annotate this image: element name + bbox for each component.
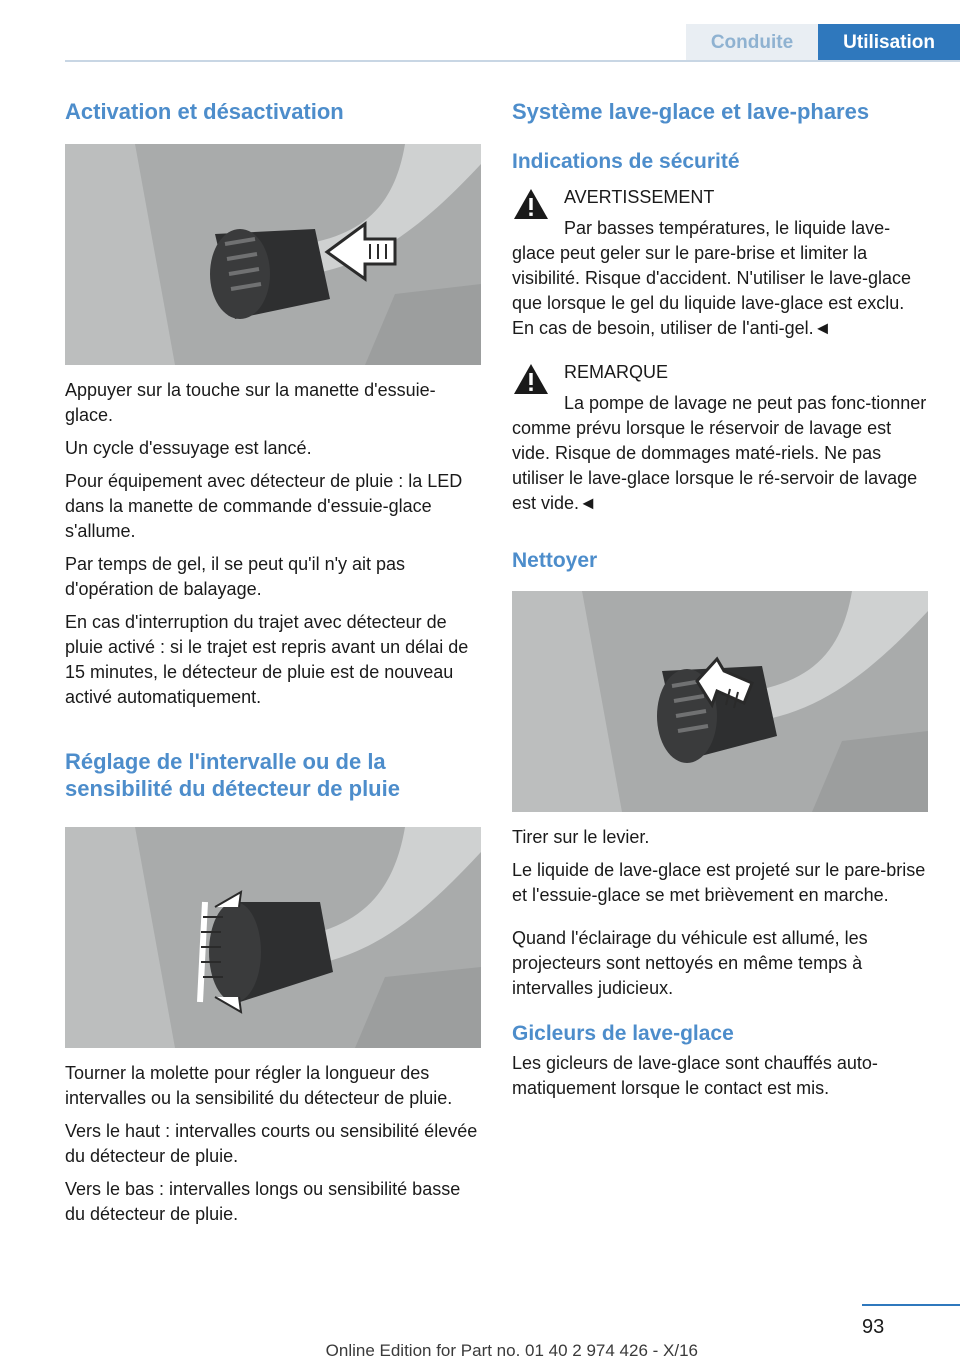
warning-text: Par basses températures, le liquide lave-glace peut geler sur le pare-brise et limiter la visibilité. Risque d'accident. N'utiliser le lave-glace que lorsque le gel du liquide lave-glace est exclu. En cas de besoin, utiliser de l'anti-gel.◄ (512, 218, 912, 338)
paragraph: Tourner la molette pour régler la longueur des intervalles ou la sensibilité du détecteur de pluie. (65, 1063, 453, 1108)
paragraph: Vers le bas : intervalles longs ou sensibilité basse du détecteur de pluie. (65, 1179, 461, 1224)
section-title-washer: Système lave-glace et lave-phares (512, 99, 870, 124)
subsection-title-safety: Indications de sécurité (512, 150, 740, 173)
paragraph: Vers le haut : intervalles courts ou sensibilité élevée du détecteur de pluie. (65, 1121, 478, 1166)
paragraph: Tirer sur le levier. (512, 827, 650, 847)
notice-block (512, 360, 928, 516)
warning-label: AVERTISSEMENT (564, 187, 715, 207)
footer-edition: Online Edition for Part no. 01 40 2 974 426 - X/16 (325, 1341, 698, 1360)
page-number: 93 (862, 1316, 885, 1338)
paragraph: Par temps de gel, il se peut qu'il n'y ait pas d'opération de balayage. (65, 554, 406, 599)
figure-wiper-pull-lever (512, 591, 928, 812)
right-column (512, 98, 928, 1101)
section-title-activation: Activation et désactivation (65, 99, 344, 124)
notice-label: REMARQUE (564, 362, 669, 382)
figure-wiper-thumbwheel (65, 827, 481, 1048)
subsection-title-nozzles: Gicleurs de lave-glace (512, 1022, 734, 1045)
header-divider (65, 60, 960, 62)
paragraph: Appuyer sur la touche sur la manette d'essuie-glace. (65, 380, 436, 425)
paragraph: Un cycle d'essuyage est lancé. (65, 438, 312, 458)
notice-text: La pompe de lavage ne peut pas fonc-tionner comme prévu lorsque le réservoir de lavage est vide. Risque de dommages maté-riels. Ne pas utiliser le lave-glace lorsque le ré-servoir de lavage est vide.◄ (512, 393, 927, 513)
header-tabs (686, 24, 960, 61)
paragraph: Le liquide de lave-glace est projeté sur le pare-brise et l'essuie-glace se met brièvement en marche. (512, 860, 926, 905)
section-title-interval: Réglage de l'intervalle ou de la sensibilité du détecteur de pluie (65, 749, 400, 801)
left-column (65, 98, 481, 1227)
warning-block (512, 185, 928, 341)
tab-utilisation[interactable]: Utilisation (818, 24, 960, 61)
tab-conduite[interactable]: Conduite (686, 24, 818, 61)
warning-triangle-icon (512, 362, 550, 396)
paragraph: Les gicleurs de lave-glace sont chauffés auto-matiquement lorsque le contact est mis. (512, 1053, 878, 1098)
footer-divider (862, 1304, 960, 1306)
paragraph: Quand l'éclairage du véhicule est allumé, les projecteurs sont nettoyés en même temps à intervalles judicieux. (512, 928, 868, 998)
paragraph: En cas d'interruption du trajet avec détecteur de pluie activé : si le trajet est repris avant un délai de 15 minutes, le détecteur de pluie est de nouveau activé automatiquement. (65, 612, 469, 707)
warning-triangle-icon (512, 187, 550, 221)
paragraph: Pour équipement avec détecteur de pluie : la LED dans la manette de commande d'essuie-glace s'allume. (65, 471, 463, 541)
subsection-title-clean: Nettoyer (512, 549, 598, 572)
figure-wiper-button (65, 144, 481, 365)
